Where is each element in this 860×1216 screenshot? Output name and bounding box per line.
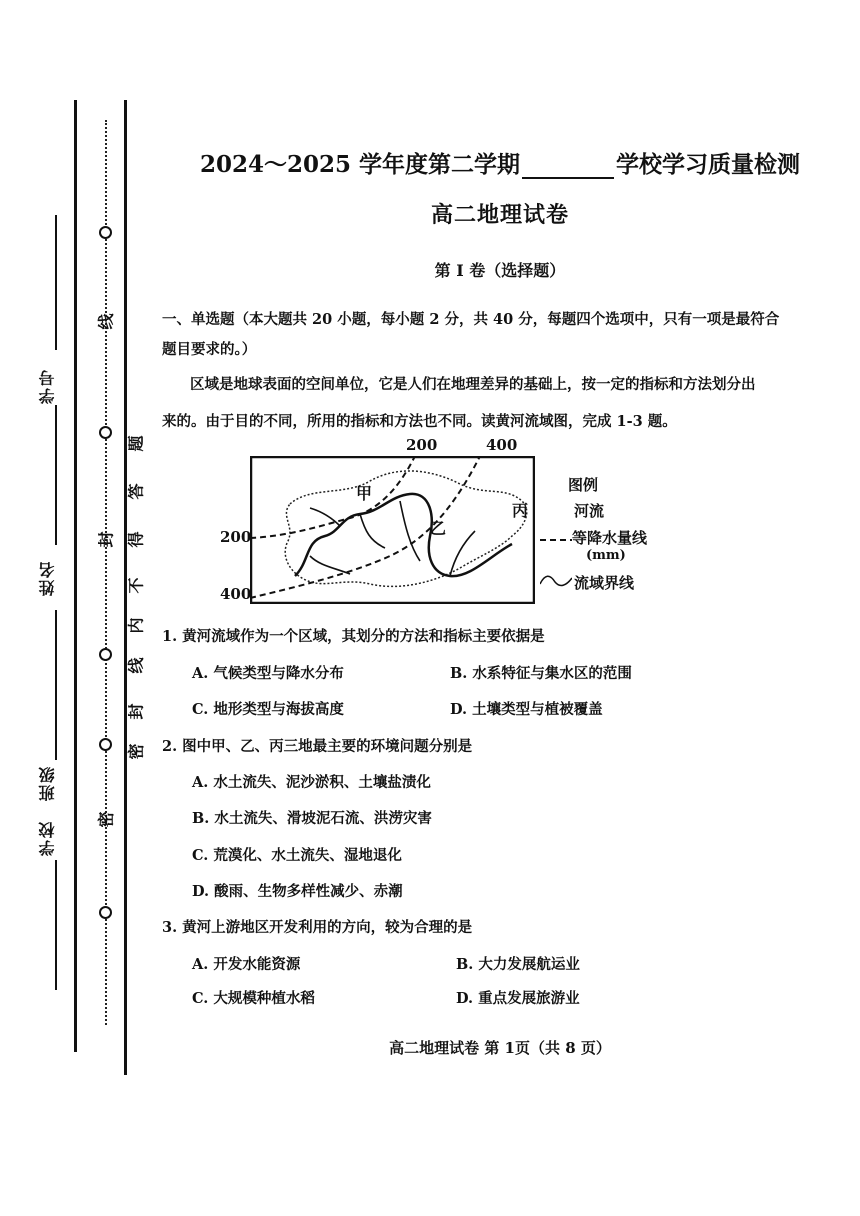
class-label: 班级 [38, 765, 57, 801]
map-figure [250, 456, 535, 604]
seal-circle [99, 906, 112, 919]
place-label-yi: 乙 [430, 519, 447, 538]
legend-boundary: 流域界线 [574, 574, 635, 592]
passage-line-1: 区域是地球表面的空间单位，它是人们在地理差异的基础上，按一定的指标和方法划分出 [190, 376, 756, 393]
exam-subtitle: 高二地理试卷 [430, 202, 569, 228]
map-label-top-200: 200 [406, 436, 438, 454]
question-3-option-b[interactable]: B. 大力发展航运业 [456, 956, 580, 973]
student-id-label: 学号 [38, 368, 57, 404]
school-field-line[interactable] [55, 860, 57, 990]
passage-line-2: 来的。由于目的不同，所用的指标和方法也不同。读黄河流域图，完成 1-3 题。 [162, 413, 677, 430]
question-1-option-b[interactable]: B. 水系特征与集水区的范围 [450, 665, 632, 682]
school-label: 学校 [38, 820, 57, 856]
student-id-field-line[interactable] [55, 215, 57, 350]
part-instruction: 一、单选题（本大题共 20 小题，每小题 2 分，共 40 分，每题四个选项中，只有一项是最符合 [162, 311, 780, 328]
seal-notice-char: 内 [126, 617, 146, 634]
binding-line-outer [74, 100, 77, 1052]
student-id-field-line-2[interactable] [55, 405, 57, 545]
question-1-stem: 1. 黄河流域作为一个区域，其划分的方法和指标主要依据是 [162, 628, 545, 645]
exam-title-pre: 2024～2025 学年度第二学期 [199, 151, 521, 178]
exam-title-post: 学校学习质量检测 [616, 151, 801, 178]
seal-circle [99, 738, 112, 751]
seal-notice-char: 得 [126, 531, 146, 548]
question-3-option-d[interactable]: D. 重点发展旅游业 [456, 990, 580, 1007]
name-field-line[interactable] [55, 610, 57, 760]
seal-char-feng: 封 [96, 531, 116, 548]
seal-circle [99, 226, 112, 239]
question-1-option-d[interactable]: D. 土壤类型与植被覆盖 [450, 701, 603, 718]
school-name-blank[interactable] [522, 159, 614, 179]
legend-boundary-symbol [540, 574, 572, 588]
question-2-stem: 2. 图中甲、乙、丙三地最主要的环境问题分别是 [162, 738, 473, 755]
question-1-option-c[interactable]: C. 地形类型与海拔高度 [192, 701, 344, 718]
question-2-option-d[interactable]: D. 酸雨、生物多样性减少、赤潮 [192, 883, 403, 900]
section-title: 第 I 卷（选择题） [434, 261, 566, 280]
page-footer: 高二地理试卷 第 1页（共 8 页） [389, 1039, 611, 1057]
seal-notice-char: 封 [126, 703, 146, 720]
seal-notice-char: 不 [126, 577, 146, 594]
exam-title [140, 146, 860, 179]
part-instruction-cont: 题目要求的。） [162, 341, 257, 358]
place-label-bing: 丙 [512, 501, 529, 520]
legend-isohyet-unit: (mm) [586, 548, 626, 563]
question-3-stem: 3. 黄河上游地区开发利用的方向，较为合理的是 [162, 919, 473, 936]
seal-dotted-line [105, 120, 107, 1025]
seal-circle [99, 648, 112, 661]
question-2-option-c[interactable]: C. 荒漠化、水土流失、湿地退化 [192, 847, 402, 864]
question-1-option-a[interactable]: A. 气候类型与降水分布 [192, 665, 344, 682]
question-3-option-a[interactable]: A. 开发水能资源 [192, 956, 301, 973]
map-label-left-400: 400 [220, 585, 252, 603]
legend-river: 河流 [574, 502, 605, 520]
legend-isohyet-symbol [540, 536, 572, 544]
seal-notice-char: 答 [126, 483, 146, 500]
seal-char-mi: 密 [96, 811, 116, 828]
legend-title: 图例 [568, 476, 599, 494]
seal-notice-char: 线 [126, 657, 146, 674]
seal-circle [99, 426, 112, 439]
question-3-option-c[interactable]: C. 大规模种植水稻 [192, 990, 315, 1007]
map-label-top-400: 400 [486, 436, 518, 454]
isohyet-200 [250, 456, 415, 538]
seal-char-xian: 线 [96, 313, 116, 330]
seal-notice-char: 密 [126, 743, 146, 760]
legend-isohyet: 等降水量线 [572, 529, 648, 547]
question-2-option-b[interactable]: B. 水土流失、滑坡泥石流、洪涝灾害 [192, 810, 432, 827]
place-label-jia: 甲 [356, 484, 373, 503]
main-river [295, 494, 512, 576]
name-label: 姓名 [38, 560, 57, 596]
question-2-option-a[interactable]: A. 水土流失、泥沙淤积、土壤盐渍化 [192, 774, 431, 791]
seal-notice-char: 题 [126, 435, 146, 452]
map-label-left-200: 200 [220, 528, 252, 546]
